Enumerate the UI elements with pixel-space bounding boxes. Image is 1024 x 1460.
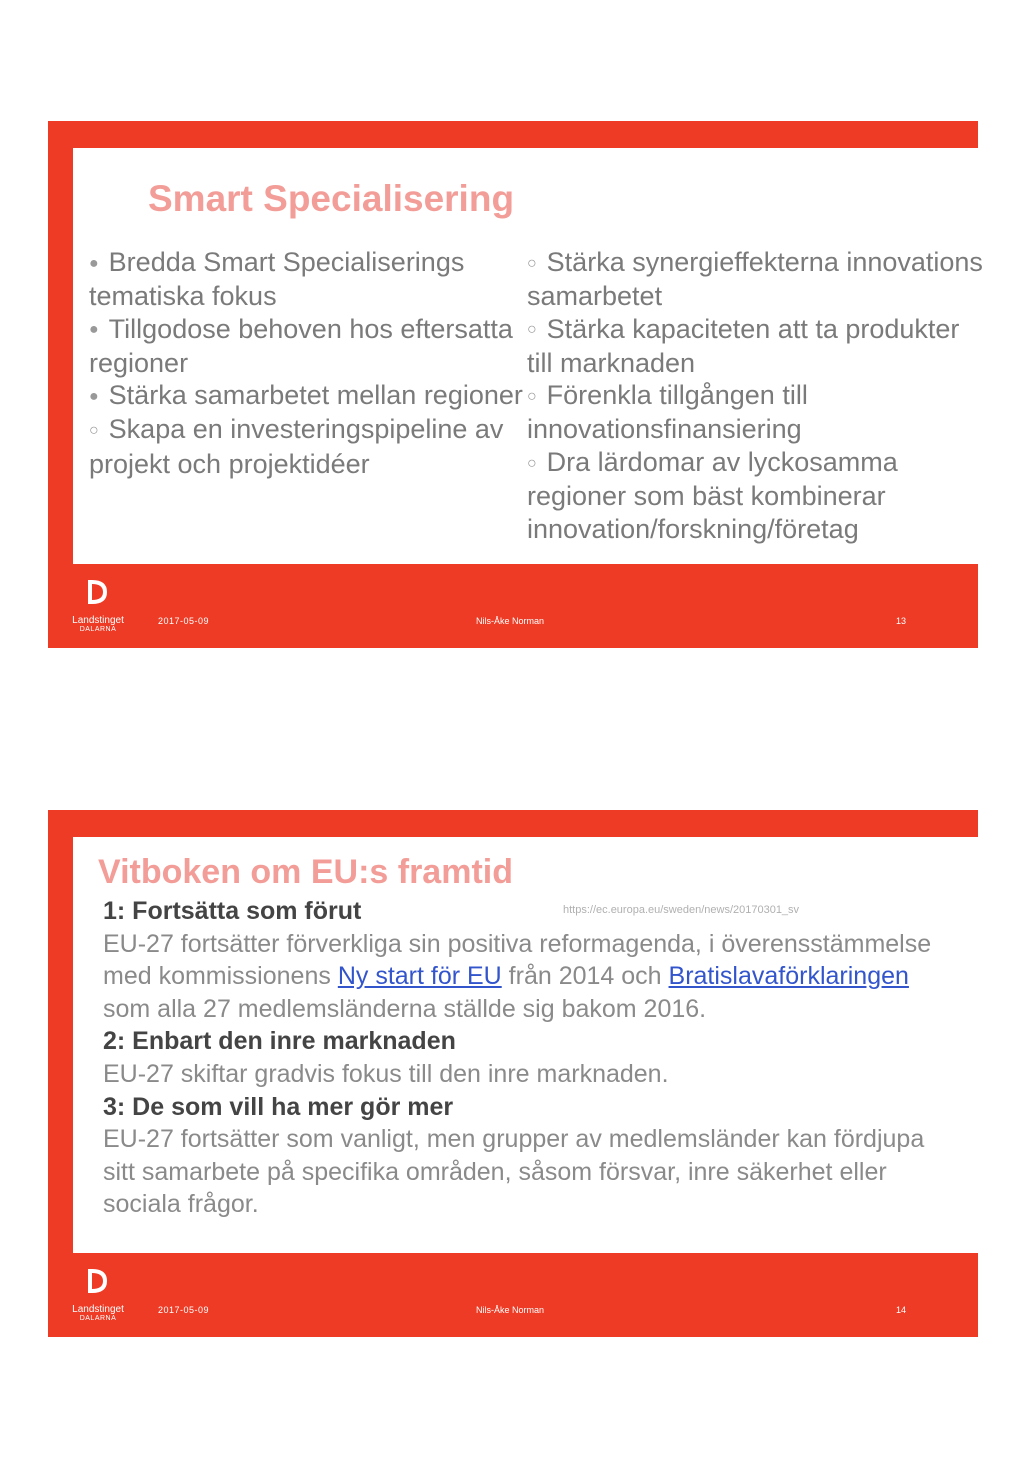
footer-author: Nils-Åke Norman	[476, 616, 545, 626]
landstinget-logo	[68, 578, 128, 634]
bullet-item	[527, 379, 987, 446]
bullet-text: Stärka kapaciteten att ta produkter till marknaden	[527, 313, 960, 378]
bullet-icon: ●	[89, 387, 99, 405]
bullet-text: Tillgodose behoven hos eftersatta regioner	[89, 313, 513, 378]
bullet-text: Bredda Smart Specialiserings tematiska fokus	[89, 247, 465, 312]
bullet-item	[527, 446, 987, 545]
slide-14	[48, 810, 978, 1337]
bullet-text: Stärka synergieffekterna innovations samarbetet	[527, 247, 983, 312]
slide-body	[103, 895, 963, 1221]
slide-number: 13	[896, 616, 907, 626]
footer-author: Nils-Åke Norman	[476, 1305, 545, 1315]
org-name: Landstinget	[72, 615, 124, 626]
right-bullet-column	[527, 246, 987, 545]
section-heading-3: 3: De som vill ha mer gör mer	[103, 1092, 454, 1121]
section-text-3: EU-27 fortsätter som vanligt, men grupper av medlemsländer kan fördjupa sitt samarbete på specifika områden, såsom försvar, inre säkerhet eller sociala frågor.	[103, 1125, 925, 1219]
bullet-item	[89, 379, 529, 413]
bullet-icon: ○	[527, 254, 537, 272]
org-name: Landstinget	[72, 1304, 124, 1315]
slide-footer	[48, 1253, 978, 1337]
footer-date: 2017-05-09	[158, 616, 210, 626]
slide-title: Vitboken om EU:s framtid	[98, 853, 513, 891]
text-span: från 2014 och	[501, 962, 669, 991]
section-text-1	[103, 928, 963, 1026]
slide-content	[73, 837, 978, 1253]
footer-date: 2017-05-09	[158, 1305, 210, 1315]
bullet-icon: ●	[89, 321, 99, 339]
bullet-text: Förenkla tillgången till innovationsfinansiering	[527, 380, 808, 445]
bullet-item	[527, 246, 987, 313]
landstinget-logo	[68, 1267, 128, 1323]
logo-icon	[85, 1267, 111, 1297]
slide-number: 14	[896, 1305, 907, 1315]
bullet-text: Dra lärdomar av lyckosamma regioner som bäst kombinerar innovation/forskning/företag	[527, 446, 898, 544]
org-region: DALARNA	[79, 1315, 117, 1322]
bullet-icon: ○	[89, 422, 99, 439]
slide-content	[73, 148, 983, 564]
bullet-icon: ●	[89, 254, 99, 272]
slide-title: Smart Specialisering	[148, 178, 515, 219]
text-span: EU-27 fortsätter förverkliga sin positiva reformagenda, i överensstämmelse med kommissionens	[103, 929, 932, 991]
ny-start-link[interactable]: Ny start för EU	[337, 962, 502, 991]
section-text-2: EU-27 skiftar gradvis fokus till den inre marknaden.	[103, 1059, 669, 1088]
bullet-item	[527, 313, 987, 380]
source-url[interactable]: https://ec.europa.eu/sweden/news/20170301_sv	[563, 904, 800, 916]
section-heading-2: 2: Enbart den inre marknaden	[103, 1027, 456, 1056]
slide-13	[48, 121, 983, 648]
left-bullet-column	[89, 246, 529, 480]
org-region: DALARNA	[79, 626, 117, 633]
section-heading-1: 1: Fortsätta som förut	[103, 897, 362, 925]
bullet-text: Skapa en investeringspipeline av projekt och projektidéer	[89, 414, 504, 479]
bullet-item	[89, 413, 529, 480]
slide-footer	[48, 564, 978, 648]
bullet-icon: ○	[527, 454, 537, 472]
bullet-text: Stärka samarbetet mellan regioner	[108, 380, 523, 411]
text-span: som alla 27 medlemsländerna ställde sig bakom 2016.	[103, 994, 707, 1023]
bullet-icon: ○	[527, 321, 537, 339]
bullet-item	[89, 313, 529, 380]
bullet-item	[89, 246, 529, 313]
bratislava-link[interactable]: Bratislavaförklaringen	[668, 962, 909, 991]
logo-icon	[85, 578, 111, 608]
bullet-icon: ○	[527, 387, 537, 405]
